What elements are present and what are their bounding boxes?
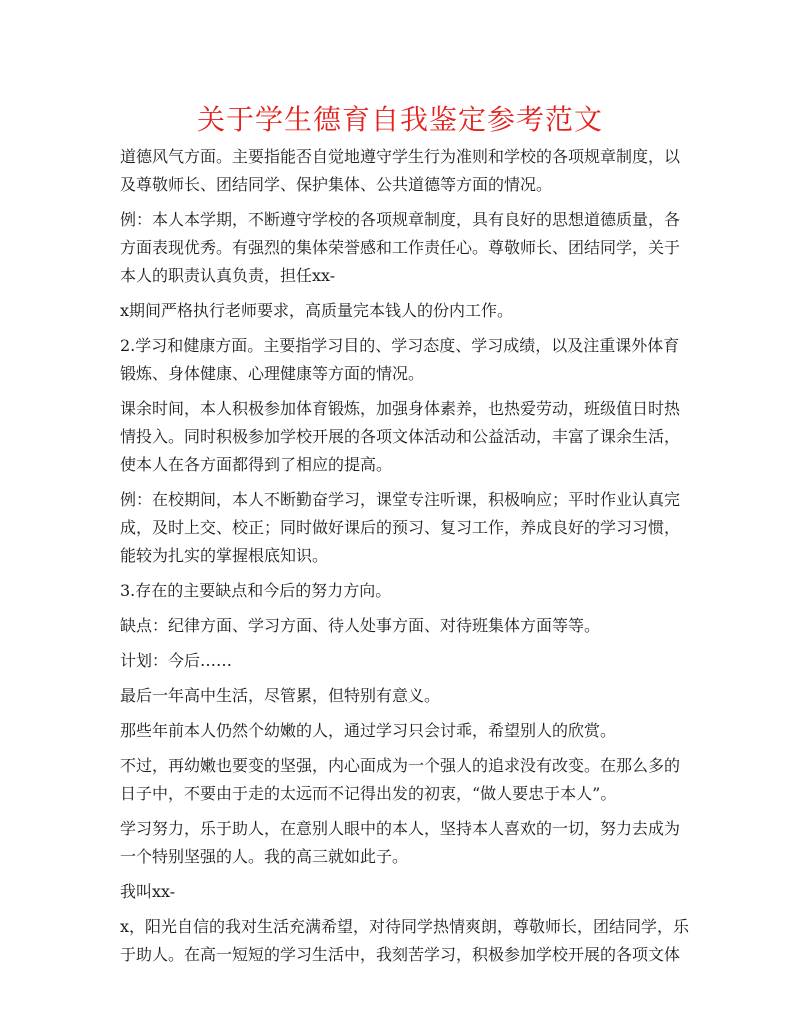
body-line: 3.存在的主要缺点和今后的努力方向。: [120, 581, 392, 600]
body-line: 学习努力，乐于助人，在意别人眼中的本人，坚持本人喜欢的一切，努力去成为: [120, 819, 681, 838]
body-line: 最后一年高中生活，尽管累，但特别有意义。: [120, 686, 441, 705]
body-line: 成，及时上交、校正；同时做好课后的预习、复习工作，养成良好的学习习惯，: [120, 518, 681, 537]
document-title: 关于学生德育自我鉴定参考范文: [196, 103, 603, 136]
body-line: 方面表现优秀。有强烈的集体荣誉感和工作责任心。尊敬师长、团结同学，关于: [120, 238, 681, 257]
body-line: 及尊敬师长、团结同学、保护集体、公共道德等方面的情况。: [120, 175, 553, 194]
body-line: 我叫xx-: [120, 882, 176, 901]
body-line: 道德风气方面。主要指能否自觉地遵守学生行为准则和学校的各项规章制度，以: [120, 147, 681, 166]
body-line: 锻炼、身体健康、心理健康等方面的情况。: [120, 364, 425, 383]
body-line: 日子中，不要由于走的太远而不记得出发的初衷，“做人要忠于本人”。: [120, 784, 617, 803]
document-body: [120, 143, 690, 969]
body-line: 本人的职责认真负责，担任xx-: [120, 266, 336, 285]
body-line: 于助人。在高一短短的学习生活中，我刻苦学习，积极参加学校开展的各项文体: [120, 945, 681, 964]
body-line: x期间严格执行老师要求，高质量完本钱人的份内工作。: [120, 301, 514, 320]
body-line: 课余时间，本人积极参加体育锻炼，加强身体素养，也热爱劳动，班级值日时热: [120, 399, 681, 418]
body-line: 例：在校期间，本人不断勤奋学习，课堂专注听课，积极响应；平时作业认真完: [120, 490, 681, 509]
body-line: 情投入。同时积极参加学校开展的各项文体活动和公益活动，丰富了课余生活，: [120, 427, 681, 446]
body-line: 使本人在各方面都得到了相应的提高。: [120, 455, 393, 474]
body-line: 能较为扎实的掌握根底知识。: [120, 546, 329, 565]
body-line: 2.学习和健康方面。主要指学习目的、学习态度、学习成绩，以及注重课外体育: [120, 336, 680, 355]
body-line: 缺点：纪律方面、学习方面、待人处事方面、对待班集体方面等等。: [120, 616, 601, 635]
body-line: 一个特别坚强的人。我的高三就如此子。: [120, 847, 409, 866]
body-line: 不过，再幼嫩也要变的坚强，内心面成为一个强人的追求没有改变。在那么多的: [120, 756, 681, 775]
body-line: x，阳光自信的我对生活充满希望，对待同学热情爽朗，尊敬师长，团结同学，乐: [120, 917, 690, 936]
body-line: 计划：今后……: [120, 651, 233, 670]
body-line: 例：本人本学期，不断遵守学校的各项规章制度，具有良好的思想道德质量，各: [120, 210, 681, 229]
body-line: 那些年前本人仍然个幼嫩的人，通过学习只会讨乖，希望别人的欣赏。: [120, 721, 617, 740]
